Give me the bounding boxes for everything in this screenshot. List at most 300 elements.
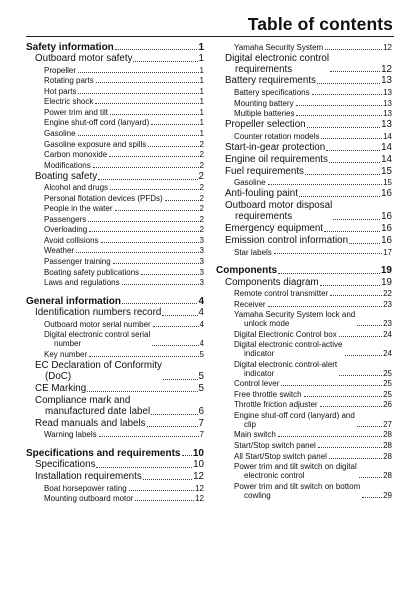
dot-leader xyxy=(359,477,382,478)
toc-entry-title-line: Digital Electronic Control box xyxy=(234,329,337,339)
toc-entry-title-line: Compliance mark and xyxy=(35,394,131,406)
toc-entry-title-line: People in the water xyxy=(44,204,113,214)
dot-leader xyxy=(93,167,199,168)
toc-entry-title-line: Digital electronic control serial xyxy=(44,330,151,340)
toc-entry-title-line: Propeller xyxy=(44,65,77,75)
dot-leader xyxy=(325,49,382,50)
toc-page-number: 2 xyxy=(199,139,204,149)
dot-leader xyxy=(307,127,380,128)
toc-page-number: 1 xyxy=(198,42,204,53)
toc-entry-title xyxy=(234,442,317,451)
toc-entry[interactable] xyxy=(216,401,392,410)
toc-entry[interactable] xyxy=(216,442,392,451)
toc-entry-title xyxy=(35,172,97,183)
dot-leader xyxy=(278,273,380,274)
toc-entry-title-continuation: (DoC) xyxy=(45,370,72,382)
toc-page-number: 1 xyxy=(199,86,204,96)
toc-entry-title-line: Fuel requirements xyxy=(225,165,304,177)
toc-page-number: 4 xyxy=(198,296,204,308)
toc-entry-title-line: Key number xyxy=(44,349,88,359)
dot-leader xyxy=(110,189,199,190)
toc-entry-title-line: Multiple batteries xyxy=(234,109,295,119)
toc-page-number: 1 xyxy=(199,107,204,117)
dot-leader xyxy=(357,426,382,427)
toc-page-number: 28 xyxy=(383,471,392,481)
toc-entry[interactable] xyxy=(26,384,204,395)
toc-entry-title-line: CE Marking xyxy=(35,382,87,394)
toc-entry[interactable] xyxy=(216,380,392,389)
toc-entry-title xyxy=(234,290,329,299)
dot-leader xyxy=(113,263,199,264)
toc-entry-title xyxy=(35,419,146,430)
toc-entry-title-line: Passengers xyxy=(44,214,87,224)
toc-entry-title-line: Outboard motor disposal xyxy=(225,200,333,212)
toc-entry-title-continuation: indicator xyxy=(244,368,275,378)
toc-entry[interactable] xyxy=(26,195,204,204)
toc-entry-title-line: Rotating parts xyxy=(44,76,94,86)
toc-entry[interactable] xyxy=(26,396,204,418)
toc-page-number: 13 xyxy=(381,119,392,131)
toc-page-number: 7 xyxy=(198,417,204,429)
dot-leader xyxy=(147,426,198,427)
dot-leader xyxy=(312,94,383,95)
toc-page-number: 12 xyxy=(195,494,204,504)
toc-entry-title-line: Propeller selection xyxy=(225,119,306,131)
dot-leader xyxy=(357,325,382,326)
dot-leader xyxy=(98,179,197,180)
dot-leader xyxy=(320,285,380,286)
toc-entry-title xyxy=(234,301,267,310)
toc-entry-title xyxy=(234,331,338,340)
toc-entry[interactable] xyxy=(26,308,204,319)
toc-page-number: 24 xyxy=(383,329,392,339)
toc-entry-title xyxy=(234,100,295,109)
dot-leader xyxy=(78,72,199,73)
toc-entry-title-line: Boating safety publications xyxy=(44,267,140,277)
toc-entry[interactable] xyxy=(216,76,392,87)
toc-entry[interactable] xyxy=(26,472,204,483)
toc-entry-title-line: Engine shut-off cord (lanyard) xyxy=(44,118,150,128)
dot-leader xyxy=(143,479,192,480)
toc-entry-title-continuation: manufactured date label xyxy=(45,405,151,417)
toc-entry-title-line: Specifications and requirements xyxy=(26,448,181,460)
toc-entry-title xyxy=(44,226,88,235)
toc-entry[interactable] xyxy=(216,120,392,131)
dot-leader xyxy=(324,231,380,232)
toc-entry[interactable] xyxy=(26,162,204,171)
toc-page-number: 16 xyxy=(381,234,392,246)
toc-entry[interactable] xyxy=(26,98,204,107)
toc-entry-title-line: Receiver xyxy=(234,299,266,309)
toc-entry-title-line: Boat horsepower rating xyxy=(44,483,127,493)
toc-entry-title xyxy=(44,279,121,288)
dot-leader xyxy=(122,303,197,304)
toc-entry[interactable] xyxy=(216,463,392,481)
toc-entry[interactable] xyxy=(216,453,392,462)
toc-page-number: 16 xyxy=(381,188,392,200)
dot-leader xyxy=(115,49,198,50)
toc-entry-title xyxy=(44,67,77,76)
toc-entry[interactable] xyxy=(26,279,204,288)
toc-entry[interactable] xyxy=(26,351,204,360)
toc-page-number: 2 xyxy=(199,160,204,170)
toc-entry[interactable] xyxy=(26,184,204,193)
toc-entry-title xyxy=(44,109,109,118)
toc-entry[interactable] xyxy=(216,89,392,98)
toc-entry[interactable] xyxy=(26,141,204,150)
toc-page-number: 26 xyxy=(383,400,392,410)
toc-entry-title-line: Electric shock xyxy=(44,97,94,107)
toc-page-number: 7 xyxy=(199,430,204,440)
toc-entry-title-line: Carbon monoxide xyxy=(44,150,108,160)
toc-entry[interactable] xyxy=(216,249,392,258)
toc-entry-title xyxy=(35,54,132,65)
toc-entry[interactable] xyxy=(216,167,392,178)
dot-leader xyxy=(339,375,382,376)
toc-page-number: 12 xyxy=(195,483,204,493)
toc-entry-title xyxy=(234,311,356,329)
toc-entry[interactable] xyxy=(216,341,392,359)
toc-entry-title xyxy=(44,98,94,107)
toc-entry-title-line: Personal flotation devices (PFDs) xyxy=(44,193,163,203)
toc-entry-title xyxy=(234,463,358,481)
toc-entry-title-line: Throttle friction adjuster xyxy=(234,400,318,410)
toc-page-number: 25 xyxy=(383,379,392,389)
toc-entry[interactable] xyxy=(26,460,204,471)
toc-entry[interactable] xyxy=(26,321,204,330)
toc-page-number: 4 xyxy=(199,319,204,329)
toc-page-number: 14 xyxy=(381,141,392,153)
toc-entry[interactable] xyxy=(216,290,392,299)
toc-entry[interactable] xyxy=(26,119,204,128)
toc-entry[interactable] xyxy=(216,311,392,329)
dot-leader xyxy=(89,356,198,357)
toc-entry-title-continuation: clip xyxy=(244,419,257,429)
toc-page-number: 15 xyxy=(383,178,392,188)
toc-entry[interactable] xyxy=(26,247,204,256)
toc-entry[interactable] xyxy=(216,301,392,310)
toc-entry[interactable] xyxy=(26,495,204,504)
toc-entry-title-continuation: electronic control xyxy=(244,471,305,481)
toc-entry-title xyxy=(44,331,151,349)
toc-page-number: 15 xyxy=(381,165,392,177)
dot-leader xyxy=(320,406,383,407)
toc-page-number: 12 xyxy=(381,63,392,75)
toc-entry-title xyxy=(44,88,77,97)
toc-entry-title xyxy=(234,431,277,440)
toc-page-number: 3 xyxy=(199,267,204,277)
toc-page-number: 1 xyxy=(199,129,204,139)
toc-entry-title xyxy=(35,472,142,483)
toc-entry[interactable] xyxy=(26,77,204,86)
toc-entry-title-line: EC Declaration of Conformity xyxy=(35,359,162,371)
toc-entry-title-line: Start-in-gear protection xyxy=(225,141,326,153)
toc-entry-title xyxy=(35,384,86,395)
toc-entry-title xyxy=(234,401,319,410)
toc-entry[interactable] xyxy=(216,110,392,119)
toc-entry[interactable] xyxy=(216,236,392,247)
toc-entry-title-line: Power trim and tilt switch on bottom xyxy=(234,481,361,491)
toc-entry[interactable] xyxy=(26,237,204,246)
toc-page-number: 4 xyxy=(199,339,204,349)
toc-entry-title xyxy=(44,237,100,246)
toc-entry-title xyxy=(225,120,306,131)
toc-entry[interactable] xyxy=(216,361,392,379)
toc-page-number: 2 xyxy=(199,214,204,224)
toc-page-number: 16 xyxy=(381,222,392,234)
toc-entry-title xyxy=(44,269,140,278)
toc-entry-title-line: Modifications xyxy=(44,160,91,170)
toc-entry[interactable] xyxy=(216,391,392,400)
toc-entry[interactable] xyxy=(216,412,392,430)
toc-page-number: 12 xyxy=(193,471,204,483)
toc-entry-title-line: Gasoline exposure and spills xyxy=(44,139,147,149)
toc-entry[interactable] xyxy=(26,216,204,225)
toc-entry-title-line: Laws and regulations xyxy=(44,278,120,288)
toc-entry[interactable] xyxy=(216,155,392,166)
toc-entry-title xyxy=(234,412,356,430)
toc-page-number: 2 xyxy=(199,183,204,193)
toc-entry[interactable] xyxy=(216,278,392,289)
dot-leader xyxy=(305,174,380,175)
toc-entry-title-line: Gasoline xyxy=(44,129,76,139)
toc-entry-title-line: Components xyxy=(216,265,278,277)
toc-entry[interactable] xyxy=(216,431,392,440)
toc-entry-title xyxy=(216,265,277,276)
toc-entry[interactable] xyxy=(216,179,392,188)
toc-entry-title xyxy=(26,42,114,53)
dot-leader xyxy=(268,184,383,185)
dot-leader xyxy=(268,306,383,307)
dot-leader xyxy=(122,284,199,285)
toc-page-number: 17 xyxy=(383,247,392,257)
toc-entry-title xyxy=(225,167,304,178)
toc-entry-title xyxy=(35,361,162,383)
toc-entry[interactable] xyxy=(26,109,204,118)
dot-leader xyxy=(141,274,198,275)
toc-entry-title-continuation: unlock mode xyxy=(244,319,290,329)
toc-entry-title xyxy=(44,77,95,86)
dot-leader xyxy=(88,221,198,222)
toc-entry-title-line: Control lever xyxy=(234,379,280,389)
toc-entry[interactable] xyxy=(26,67,204,76)
dot-leader xyxy=(330,295,382,296)
dot-leader xyxy=(299,196,380,197)
toc-page-number: 10 xyxy=(193,459,204,471)
toc-entry-title xyxy=(234,44,324,53)
toc-page-number: 3 xyxy=(199,235,204,245)
dot-leader xyxy=(333,219,380,220)
dot-leader xyxy=(321,138,382,139)
dot-leader xyxy=(95,103,198,104)
dot-leader xyxy=(318,447,382,448)
toc-page-number: 2 xyxy=(199,193,204,203)
dot-leader xyxy=(326,150,380,151)
toc-section[interactable] xyxy=(26,448,204,459)
toc-page-number: 13 xyxy=(381,75,392,87)
toc-entry[interactable] xyxy=(26,130,204,139)
toc-right-column xyxy=(216,42,392,501)
toc-entry-title-line: Main switch xyxy=(234,430,276,440)
toc-section[interactable] xyxy=(26,296,204,307)
toc-page-number: 23 xyxy=(383,319,392,329)
toc-entry-title-line: Battery requirements xyxy=(225,75,316,87)
toc-entry-title-line: Digital electronic control-active xyxy=(234,340,343,350)
toc-entry-title xyxy=(35,460,95,471)
dot-leader xyxy=(99,436,199,437)
toc-entry-title-line: Outboard motor safety xyxy=(35,53,133,65)
toc-page-number: 29 xyxy=(383,490,392,500)
toc-entry-title-line: Warning labels xyxy=(44,430,97,440)
toc-entry[interactable] xyxy=(216,100,392,109)
dot-leader xyxy=(101,242,199,243)
toc-entry-title xyxy=(26,448,181,459)
dot-leader xyxy=(296,105,383,106)
toc-left-column xyxy=(26,42,204,504)
toc-entry-title-line: Counter rotation models xyxy=(234,131,320,141)
dot-leader xyxy=(96,82,199,83)
toc-entry[interactable] xyxy=(216,189,392,200)
dot-leader xyxy=(96,467,192,468)
toc-page-number: 13 xyxy=(383,98,392,108)
toc-entry-title xyxy=(234,380,280,389)
toc-page-number: 13 xyxy=(383,109,392,119)
dot-leader xyxy=(281,385,382,386)
toc-entry-title xyxy=(225,54,329,76)
toc-entry[interactable] xyxy=(216,143,392,154)
toc-page-number: 28 xyxy=(383,441,392,451)
dot-leader xyxy=(152,345,198,346)
page-title: Table of contents xyxy=(247,14,393,34)
toc-entry[interactable] xyxy=(26,431,204,440)
toc-entry-title-line: Anti-fouling paint xyxy=(225,188,298,200)
toc-entry[interactable] xyxy=(216,201,392,223)
dot-leader xyxy=(165,200,199,201)
dot-leader xyxy=(329,162,380,163)
toc-entry-title-line: Free throttle switch xyxy=(234,389,302,399)
toc-page-number: 5 xyxy=(198,382,204,394)
toc-entry[interactable] xyxy=(26,88,204,97)
dot-leader xyxy=(317,83,380,84)
toc-entry-title-line: Hot parts xyxy=(44,86,77,96)
toc-entry-title xyxy=(44,351,88,360)
toc-page-number: 25 xyxy=(383,368,392,378)
toc-entry[interactable] xyxy=(26,172,204,183)
toc-entry-title xyxy=(44,141,147,150)
toc-entry-title-line: Digital electronic control xyxy=(225,52,330,64)
toc-page-number: 2 xyxy=(199,225,204,235)
title-divider xyxy=(26,36,394,37)
toc-entry-title-line: Yamaha Security System lock and xyxy=(234,310,356,320)
toc-entry[interactable] xyxy=(216,54,392,76)
toc-entry-title xyxy=(234,110,295,119)
toc-page-number: 3 xyxy=(199,257,204,267)
toc-entry[interactable] xyxy=(26,419,204,430)
toc-entry[interactable] xyxy=(26,485,204,494)
toc-entry-title xyxy=(234,483,361,501)
toc-entry[interactable] xyxy=(26,331,204,349)
toc-section[interactable] xyxy=(216,265,392,276)
dot-leader xyxy=(78,135,199,136)
toc-entry-title-line: Installation requirements xyxy=(35,471,142,483)
toc-entry[interactable] xyxy=(216,483,392,501)
toc-entry[interactable] xyxy=(26,258,204,267)
toc-page-number: 1 xyxy=(199,76,204,86)
toc-entry-title-line: Components diagram xyxy=(225,276,319,288)
toc-entry-title-line: Passenger training xyxy=(44,257,111,267)
toc-entry-title xyxy=(225,143,325,154)
dot-leader xyxy=(330,71,380,72)
toc-page-number: 2 xyxy=(199,150,204,160)
toc-entry-title xyxy=(44,495,134,504)
toc-entry-title-line: Identification numbers record xyxy=(35,307,162,319)
toc-entry-title-line: Power trim and tilt switch on digital xyxy=(234,462,357,472)
toc-entry-title xyxy=(225,76,316,87)
toc-page-number: 12 xyxy=(383,42,392,52)
toc-entry-title-continuation: number xyxy=(54,339,82,349)
toc-entry[interactable] xyxy=(216,133,392,142)
toc-entry-title-line: Mounting outboard motor xyxy=(44,494,134,504)
dot-leader xyxy=(151,124,198,125)
toc-entry-title xyxy=(44,195,164,204)
toc-entry[interactable] xyxy=(216,44,392,53)
toc-entry-title xyxy=(44,184,109,193)
toc-entry-title-line: Overloading xyxy=(44,225,88,235)
toc-section[interactable] xyxy=(26,42,204,53)
toc-entry-title-line: Read manuals and labels xyxy=(35,417,146,429)
toc-entry-title xyxy=(234,361,338,379)
dot-leader xyxy=(339,336,382,337)
dot-leader xyxy=(349,243,380,244)
toc-page-number: 13 xyxy=(383,88,392,98)
toc-page-number: 22 xyxy=(383,289,392,299)
toc-page-number: 16 xyxy=(381,211,392,222)
toc-page-number: 1 xyxy=(199,118,204,128)
toc-entry-title-line: Gasoline xyxy=(234,178,266,188)
toc-page-number: 1 xyxy=(199,65,204,75)
toc-page-number: 14 xyxy=(381,153,392,165)
dot-leader xyxy=(110,114,199,115)
toc-entry[interactable] xyxy=(26,361,204,383)
toc-entry[interactable] xyxy=(26,226,204,235)
toc-entry-title-continuation: requirements xyxy=(235,211,293,222)
dot-leader xyxy=(135,500,194,501)
toc-entry[interactable] xyxy=(26,205,204,214)
toc-entry-title-line: Yamaha Security System xyxy=(234,42,324,52)
toc-entry-title xyxy=(35,308,161,319)
dot-leader xyxy=(278,436,382,437)
dot-leader xyxy=(345,355,383,356)
toc-entry[interactable] xyxy=(26,54,204,65)
toc-entry-title-line: Star labels xyxy=(234,247,272,257)
toc-entry[interactable] xyxy=(26,269,204,278)
toc-entry-title xyxy=(44,258,112,267)
toc-page-number: 27 xyxy=(383,419,392,429)
toc-entry[interactable] xyxy=(216,224,392,235)
toc-entry[interactable] xyxy=(216,331,392,340)
toc-entry[interactable] xyxy=(26,151,204,160)
toc-entry-title xyxy=(44,151,108,160)
dot-leader xyxy=(133,61,197,62)
toc-entry-title-line: Emergency equipment xyxy=(225,222,324,234)
toc-page-number: 24 xyxy=(383,349,392,359)
dot-leader xyxy=(87,391,197,392)
toc-entry-title-line: Start/Stop switch panel xyxy=(234,441,316,451)
toc-entry-title xyxy=(225,189,298,200)
toc-entry-title-line: Outboard motor serial number xyxy=(44,319,151,329)
dot-leader xyxy=(153,326,199,327)
toc-entry-title xyxy=(234,133,320,142)
